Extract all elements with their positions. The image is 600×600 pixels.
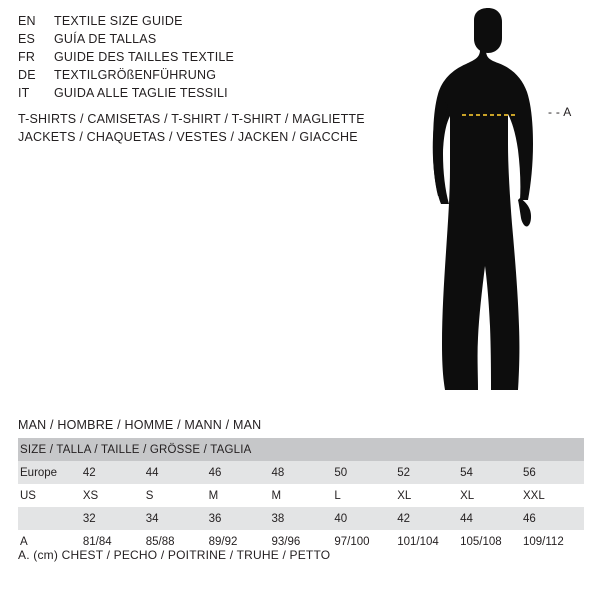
category-list (18, 110, 418, 146)
language-row (18, 50, 378, 68)
cell: 40 (332, 507, 395, 530)
language-text: TEXTILE SIZE GUIDE (54, 14, 183, 28)
cell: 36 (207, 507, 270, 530)
table-row (18, 461, 584, 484)
language-text: TEXTILGRÖßENFÜHRUNG (54, 68, 217, 82)
measure-label-a (548, 105, 572, 119)
table-header-row (18, 438, 584, 461)
row-label: Europe (18, 461, 81, 484)
language-code: IT (18, 86, 30, 100)
cell: XS (81, 484, 144, 507)
cell: 52 (395, 461, 458, 484)
man-silhouette-illustration (400, 8, 600, 408)
measure-letter: A (563, 105, 572, 119)
cell: M (207, 484, 270, 507)
size-table-zone (18, 418, 584, 553)
cell: 44 (458, 507, 521, 530)
language-row (18, 14, 378, 32)
cell: 46 (521, 507, 584, 530)
language-list (18, 14, 378, 104)
language-code: DE (18, 68, 36, 82)
cell: 97/100 (332, 530, 395, 553)
cell: 85/88 (144, 530, 207, 553)
cell: 105/108 (458, 530, 521, 553)
cell: 93/96 (270, 530, 333, 553)
language-row (18, 68, 378, 86)
cell: 32 (81, 507, 144, 530)
language-text: GUIDE DES TAILLES TEXTILE (54, 50, 235, 64)
table-title: MAN / HOMBRE / HOMME / MANN / MAN (18, 418, 262, 432)
table-row (18, 484, 584, 507)
cell: 42 (395, 507, 458, 530)
cell: XL (395, 484, 458, 507)
cell: 44 (144, 461, 207, 484)
row-label: A (18, 530, 81, 553)
cell: S (144, 484, 207, 507)
row-label: US (18, 484, 81, 507)
language-code: EN (18, 14, 36, 28)
cell: 34 (144, 507, 207, 530)
language-row (18, 86, 378, 104)
language-text: GUIDA ALLE TAGLIE TESSILI (54, 86, 228, 100)
silhouette-svg (400, 8, 600, 408)
category-tshirts: T-SHIRTS / CAMISETAS / T-SHIRT / T-SHIRT / MAGLIETTE (18, 112, 365, 126)
table-row (18, 507, 584, 530)
language-row (18, 32, 378, 50)
language-text: GUÍA DE TALLAS (54, 32, 157, 46)
row-label (18, 507, 81, 530)
cell: 81/84 (81, 530, 144, 553)
cell: 56 (521, 461, 584, 484)
cell: 38 (270, 507, 333, 530)
category-jackets: JACKETS / CHAQUETAS / VESTES / JACKEN / GIACCHE (18, 130, 358, 144)
footnote: A. (cm) CHEST / PECHO / POITRINE / TRUHE / PETTO (18, 548, 331, 562)
language-code: FR (18, 50, 36, 64)
cell: 50 (332, 461, 395, 484)
cell: 89/92 (207, 530, 270, 553)
language-code: ES (18, 32, 36, 46)
size-table (18, 438, 584, 553)
cell: M (270, 484, 333, 507)
cell: L (332, 484, 395, 507)
cell: XXL (521, 484, 584, 507)
cell: 101/104 (395, 530, 458, 553)
cell: 54 (458, 461, 521, 484)
cell: 48 (270, 461, 333, 484)
cell: XL (458, 484, 521, 507)
cell: 46 (207, 461, 270, 484)
pointer-dashes: - - (548, 105, 561, 119)
cell: 42 (81, 461, 144, 484)
cell: 109/112 (521, 530, 584, 553)
table-header-label: SIZE / TALLA / TAILLE / GRÖSSE / TAGLIA (18, 438, 584, 461)
